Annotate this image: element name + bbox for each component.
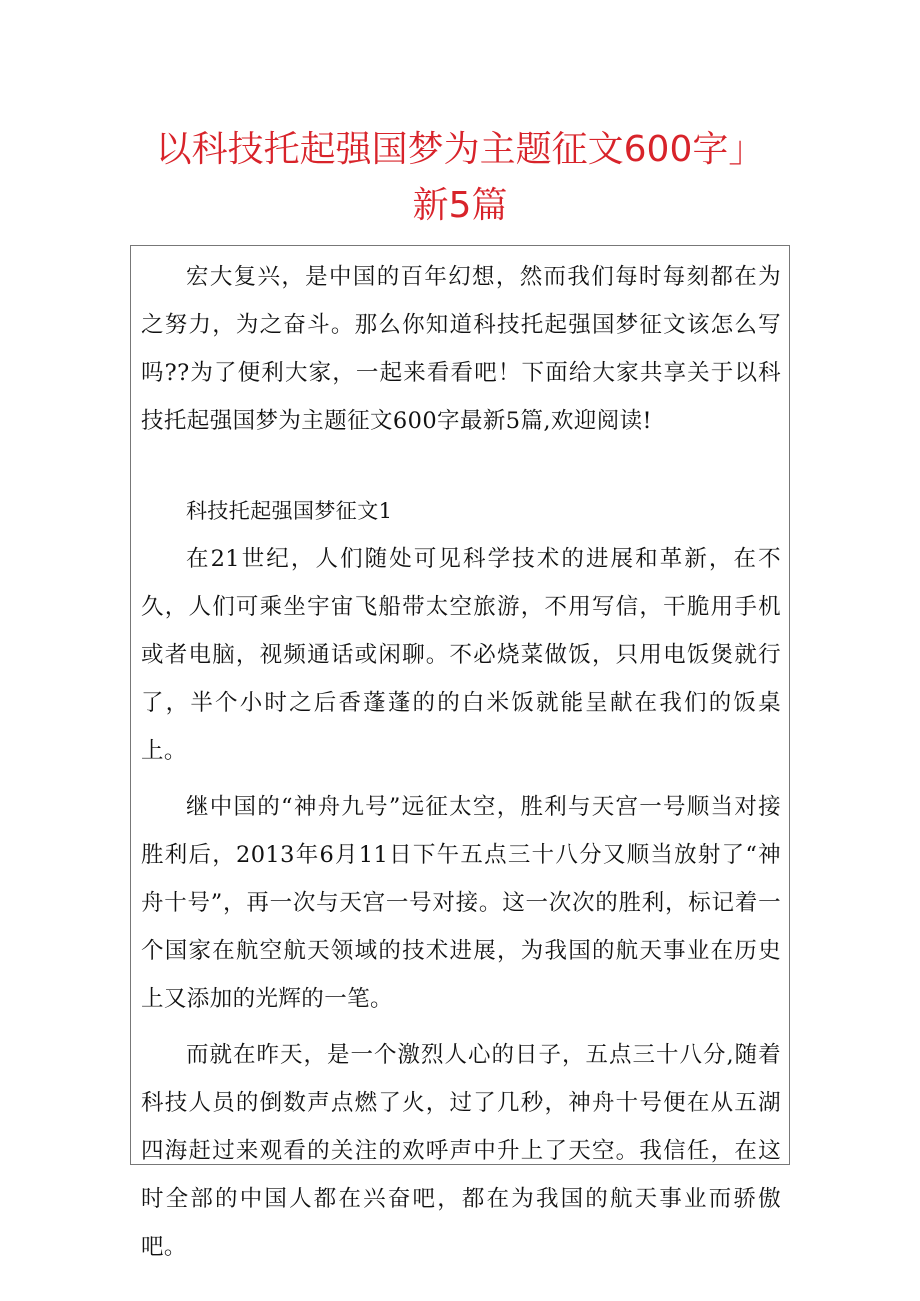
section-heading: 科技托起强国梦征文1 xyxy=(186,499,393,523)
body-paragraph-3: 而就在昨天，是一个激烈人心的日子，五点三十八分,随着科技人员的倒数声点燃了火，过了几秒，神舟十号便在从五湖四海赶过来观看的关注的欢呼声中升上了天空。我信任，在这时全部的中国人都在兴奋吧，都在为我国的航天事业而骄傲吧。 xyxy=(141,1042,781,1260)
document-title-line-2: 新5篇 xyxy=(412,185,508,226)
document-body xyxy=(131,253,791,1271)
document-title-line-1: 以科技托起强国梦为主题征文600字」 xyxy=(155,129,765,170)
body-paragraph-1: 在21世纪，人们随处可见科学技术的进展和革新，在不久，人们可乘坐宇宙飞船带太空旅游，不用写信，干脆用手机或者电脑，视频通话或闲聊。不必烧菜做饭，只用电饭煲就行了，半个小时之后香蓬蓬的的白米饭就能呈献在我们的饭桌上。 xyxy=(141,546,781,764)
paragraph-gap xyxy=(141,445,781,487)
content-box xyxy=(130,245,790,1260)
document-title xyxy=(0,122,920,234)
body-paragraph-2: 继中国的“神舟九号”远征太空，胜利与天宫一号顺当对接胜利后，2013年6月11日下午五点三十八分又顺当放射了“神舟十号”，再一次与天宫一号对接。这一次次的胜利，标记着一个国家在航空航天领域的技术进展，为我国的航天事业在历史上又添加的光辉的一笔。 xyxy=(141,794,781,1012)
intro-paragraph: 宏大复兴，是中国的百年幻想，然而我们每时每刻都在为之努力，为之奋斗。那么你知道科技托起强国梦征文该怎么写吗??为了便利大家，一起来看看吧！下面给大家共享关于以科技托起强国梦为主题征文600字最新5篇,欢迎阅读! xyxy=(141,264,781,434)
